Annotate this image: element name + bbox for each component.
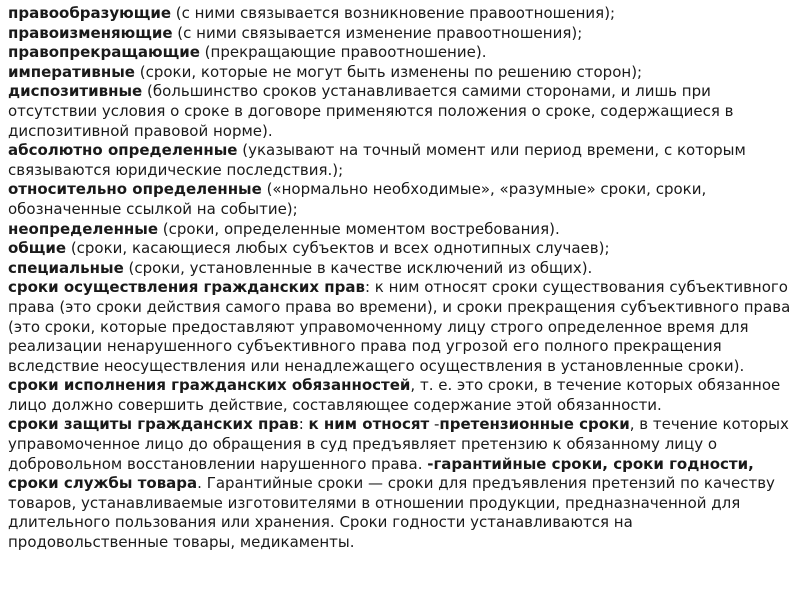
term-label: относительно определенные	[8, 180, 262, 199]
term-label: -гарантийные сроки, сроки годности, сроки службы товара	[8, 454, 754, 493]
term-description: , в течение которых управомоченное лицо до обращения в суд предъявляет претензию к обязанному лицу о добровольном восстановлении нарушенного права.	[8, 415, 789, 473]
term-label: императивные	[8, 62, 135, 81]
text-body	[8, 4, 794, 553]
term-label: сроки осуществления гражданских прав	[8, 278, 365, 297]
paragraph	[8, 4, 794, 24]
term-label: диспозитивные	[8, 82, 143, 101]
term-description: (прекращающие правоотношение).	[199, 43, 487, 62]
term-description: (сроки, установленные в качестве исключений из общих).	[123, 258, 593, 277]
term-description: (сроки, определенные моментом востребования).	[158, 219, 560, 238]
term-label: специальные	[8, 258, 124, 277]
paragraph	[8, 415, 794, 552]
paragraph	[8, 259, 794, 279]
paragraph	[8, 180, 794, 219]
paragraph	[8, 376, 794, 415]
term-description: , т. е. это сроки, в течение которых обязанное лицо должно совершить действие, составляющее содержание этой обязанности.	[8, 376, 781, 414]
term-description: (с ними связывается возникновение правоотношения);	[171, 4, 616, 22]
term-description: :	[298, 415, 309, 434]
term-label: к ним относят	[308, 415, 430, 434]
term-label: правообразующие	[8, 4, 172, 22]
term-label: правоизменяющие	[8, 23, 173, 42]
paragraph	[8, 278, 794, 376]
term-description: (сроки, касающиеся любых субъектов и всех однотипных случаев);	[66, 239, 610, 258]
paragraph	[8, 82, 794, 141]
term-description: (указывают на точный момент или период времени, с которым связываются юридические последствия.);	[8, 141, 746, 179]
paragraph	[8, 63, 794, 83]
term-label: правопрекращающие	[8, 43, 200, 62]
paragraph	[8, 43, 794, 63]
term-description: («нормально необходимые», «разумные» сроки, сроки, обозначенные ссылкой на событие);	[8, 180, 707, 218]
term-description: (с ними связывается изменение правоотношения);	[172, 23, 583, 42]
term-label: претензионные сроки	[439, 415, 630, 434]
term-description: -	[429, 415, 440, 434]
term-label: сроки исполнения гражданских обязанностей	[8, 376, 411, 395]
term-description: : к ним относят сроки существования субъективного права (это сроки действия самого права во времени), и сроки прекращения субъективного права (это сроки, которые предоставляют управомоченному лицу строго определенное время для реализации ненарушенного субъективного права под угрозой его полного прекращения вследствие неосуществления или ненадлежащего осуществления в установленные сроки).	[8, 278, 791, 375]
paragraph	[8, 239, 794, 259]
term-description: . Гарантийные сроки — сроки для предъявления претензий по качеству товаров, устанавливаемые изготовителями в отношении продукции, предназначенной для длительного пользования или хранения. Сроки годности устанавливаются на продовольственные товары, медикаменты.	[8, 474, 775, 552]
term-label: неопределенные	[8, 219, 159, 238]
term-description: (сроки, которые не могут быть изменены по решению сторон);	[134, 62, 643, 81]
term-label: общие	[8, 239, 67, 258]
term-label: абсолютно определенные	[8, 141, 238, 160]
paragraph	[8, 220, 794, 240]
term-label: сроки защиты гражданских прав	[8, 415, 299, 434]
term-description: (большинство сроков устанавливается самими сторонами, и лишь при отсутствии условия о сроке в договоре применяются положения о сроке, содержащиеся в диспозитивной правовой норме).	[8, 82, 734, 140]
paragraph	[8, 141, 794, 180]
paragraph	[8, 24, 794, 44]
